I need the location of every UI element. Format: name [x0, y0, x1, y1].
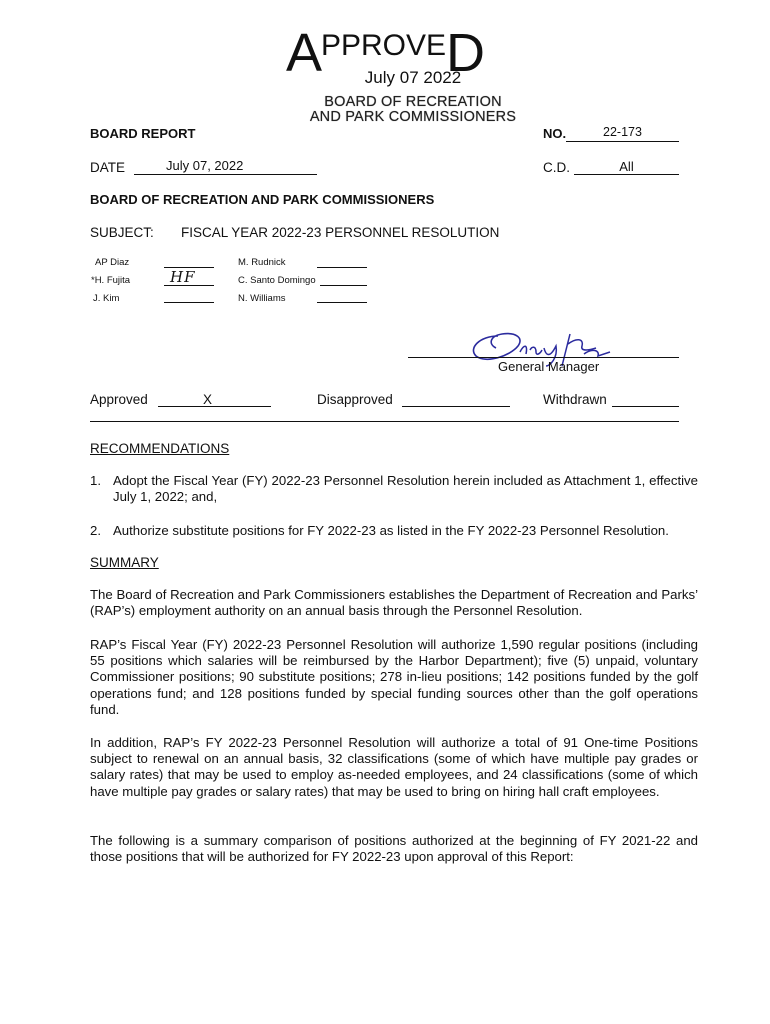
disapproved-label: Disapproved — [317, 392, 393, 407]
commissioner-name: C. Santo Domingo — [238, 275, 316, 286]
signature-line — [408, 357, 679, 358]
summary-paragraph: The Board of Recreation and Park Commissioners establishes the Department of Recreation and Parks’ (RAP’s) employment authority on an annual basis through the Personnel Resolution. — [90, 587, 698, 619]
summary-heading: SUMMARY — [90, 555, 159, 570]
commissioner-name: *H. Fujita — [91, 275, 131, 286]
stamp-date: July 07 2022 — [364, 68, 462, 87]
cd-value: All — [619, 159, 634, 174]
commissioner-name: N. Williams — [238, 293, 286, 304]
report-no-value: 22-173 — [603, 125, 642, 139]
fujita-initials: HF — [170, 268, 196, 286]
withdrawn-line — [612, 406, 679, 407]
cd-label: C.D. — [543, 160, 570, 175]
approved-label: Approved — [90, 392, 148, 407]
summary-paragraph: RAP’s Fiscal Year (FY) 2022-23 Personnel Resolution will authorize 1,590 regular positions (including 55 positions which salaries will be reimbursed by the Harbor Department); five (5) unpaid, voluntary Commissioner positions; 90 substitute positions; 278 in-lieu positions; 142 positions funded by the golf operations fund; and 128 positions funded by special funding sources other than the golf operations fund. — [90, 637, 698, 717]
list-item: Adopt the Fiscal Year (FY) 2022-23 Personnel Resolution herein included as Attachment 1, effective July 1, 2022; and, — [113, 473, 698, 505]
subject-label: SUBJECT: — [90, 225, 154, 240]
board-title: BOARD OF RECREATION AND PARK COMMISSIONERS — [90, 192, 435, 207]
subject-value: FISCAL YEAR 2022-23 PERSONNEL RESOLUTION — [181, 225, 500, 240]
approved-mark: X — [203, 392, 213, 407]
general-manager-label: General Manager — [498, 359, 600, 374]
summary-paragraph: In addition, RAP’s FY 2022-23 Personnel Resolution will authorize a total of 91 One-time Positions subject to renewal on an annual basis, 32 classifications (some of which have multiple pay grades or salary rates) that may be used to employ as-needed employees, and 24 classifications (some of which have multiple pay grades or salary rates) that may be used to bring on hiring hall craft employees. — [90, 735, 698, 799]
summary-paragraph: The following is a summary comparison of positions authorized at the beginning of FY 2021-22 and those positions that will be authorized for FY 2022-23 upon approval of this Report: — [90, 833, 698, 865]
initials-line — [164, 302, 214, 303]
commissioner-name: AP Diaz — [95, 257, 130, 268]
cd-line — [574, 174, 679, 175]
commissioner-name: J. Kim — [93, 293, 120, 304]
stamp-letter-d: D — [446, 23, 485, 83]
stamp-board — [0, 95, 770, 125]
date-line — [134, 174, 317, 175]
initials-line — [317, 302, 367, 303]
stamp-middle: PPROVE — [320, 29, 447, 62]
stamp-board-line1: BOARD OF RECREATION — [324, 94, 502, 110]
withdrawn-label: Withdrawn — [543, 392, 607, 407]
stamp-letter-a: A — [285, 23, 321, 83]
list-item-number: 2. — [90, 523, 101, 538]
section-divider — [90, 421, 679, 422]
stamp-board-line2: AND PARK COMMISSIONERS — [309, 109, 517, 125]
report-no-line — [566, 141, 679, 142]
commissioner-name: M. Rudnick — [238, 257, 286, 268]
disapproved-line — [402, 406, 510, 407]
list-item: Authorize substitute positions for FY 2022-23 as listed in the FY 2022-23 Personnel Resolution. — [113, 523, 669, 538]
initials-line — [317, 267, 367, 268]
date-label: DATE — [90, 160, 126, 175]
board-report-label: BOARD REPORT — [90, 126, 196, 141]
approved-line — [158, 406, 271, 407]
initials-line — [320, 285, 367, 286]
report-no-label: NO. — [543, 126, 567, 141]
date-value: July 07, 2022 — [166, 158, 244, 173]
recommendations-heading: RECOMMENDATIONS — [90, 441, 230, 456]
list-item-number: 1. — [90, 473, 101, 488]
